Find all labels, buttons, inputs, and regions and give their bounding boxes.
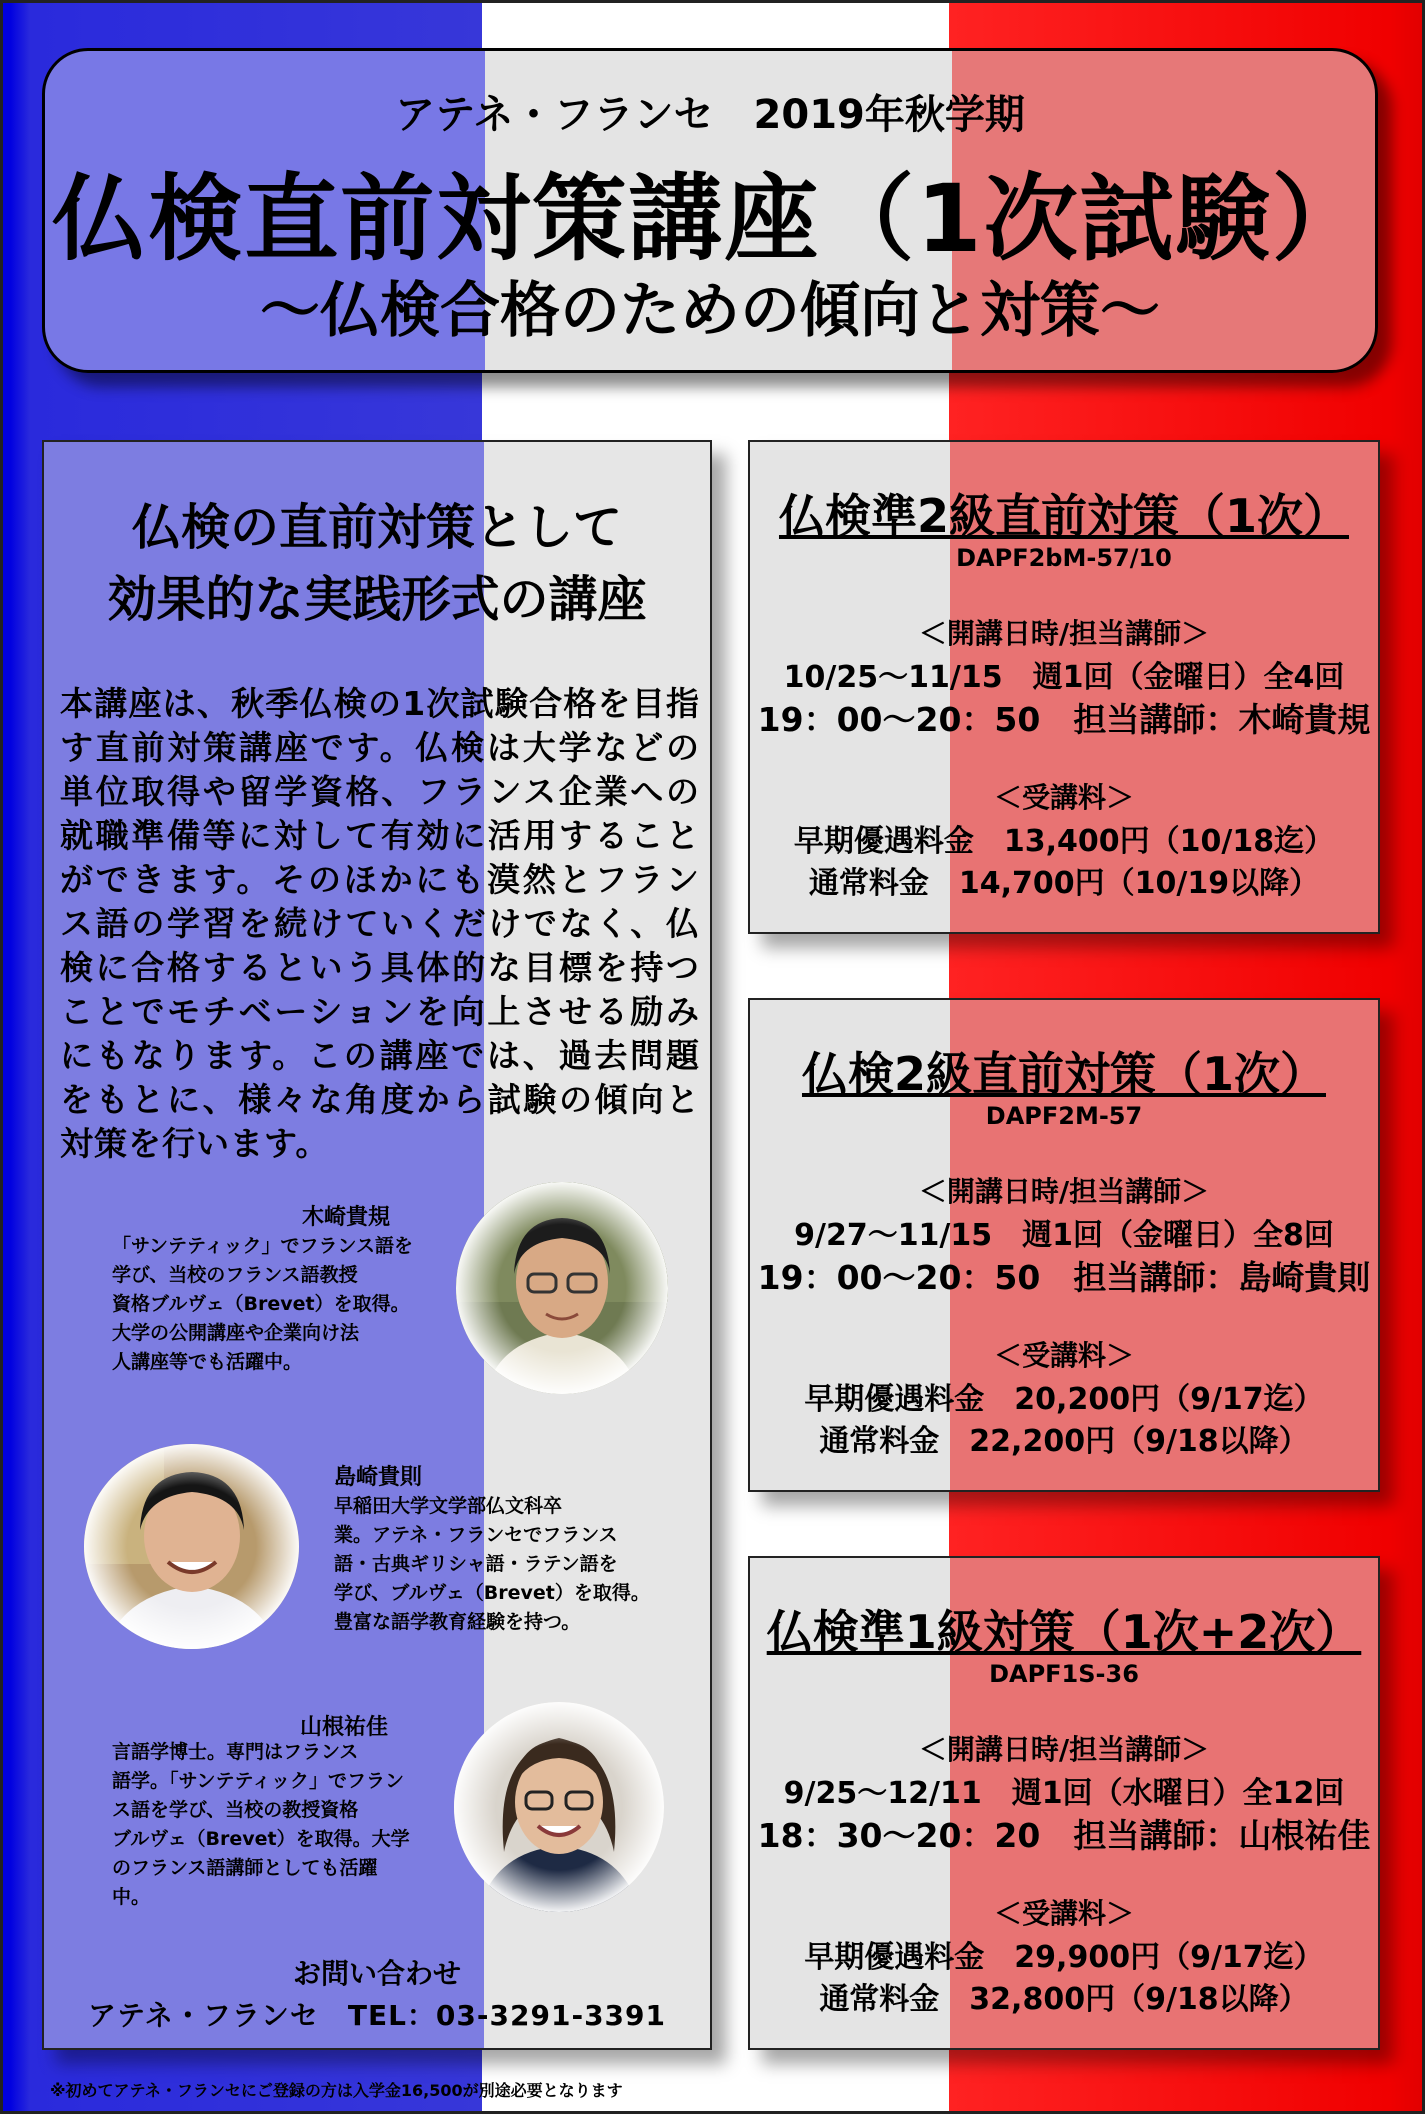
schedule-label: ＜開講日時/担当講師＞ [918, 1733, 1210, 1766]
fee-regular: 通常料金 14,700円（10/19以降） [808, 866, 1320, 901]
course-code: DAPF1S-36 [989, 1660, 1139, 1688]
bio-line: 学び、ブルヴェ（Brevet）を取得。 [334, 1582, 650, 1604]
schedule-dates: 10/25～11/15 週1回（金曜日）全4回 [783, 660, 1345, 695]
bio-line: 語・古典ギリシャ語・ラテン語を [334, 1553, 618, 1575]
instructor-photo-shimazaki [84, 1444, 299, 1649]
schedule-time-instructor: 19：00～20：50 担当講師：島崎貴則 [757, 1258, 1371, 1297]
bio-line: 語学。「サンテティック」でフラン [112, 1770, 405, 1792]
intro-heading [44, 492, 710, 636]
intro-heading-line1: 仏検の直前対策として [131, 499, 622, 556]
intro-panel [42, 440, 712, 2050]
instructor-bio-kizaki [112, 1232, 413, 1377]
fee-label: ＜受講料＞ [993, 1339, 1134, 1372]
fee-regular: 通常料金 22,200円（9/18以降） [819, 1424, 1309, 1459]
instructor-name-kizaki: 木崎貴規 [302, 1205, 391, 1230]
instructor-photo-yamane [454, 1702, 664, 1912]
schedule-label: ＜開講日時/担当講師＞ [918, 1175, 1210, 1208]
bio-line: 「サンテティック」でフランス語を [112, 1235, 413, 1257]
intro-body: 本講座は、秋季仏検の1次試験合格を目指す直前対策講座です。仏検は大学などの単位取得や留学資格、フランス企業への就職準備等に対して有効に活用することができます。そのほかにも漠然とフランス語の学習を続けていくだけでなく、仏検に合格するという具体的な目標を持つことでモチベーションを向上させる励みにもなります。この講座では、過去問題をもとに、様々な角度から試験の傾向と対策を行います。 [60, 684, 700, 1163]
fee-early: 早期優遇料金 13,400円（10/18迄） [793, 824, 1335, 859]
header-tagline: ～仏検合格のための傾向と対策～ [260, 276, 1160, 346]
course-code: DAPF2M-57 [985, 1102, 1143, 1130]
course-card-2 [748, 998, 1380, 1492]
schedule-time-instructor: 19：00～20：50 担当講師：木崎貴規 [757, 700, 1371, 739]
fee-label: ＜受講料＞ [993, 781, 1134, 814]
footnote: ※初めてアテネ・フランセにご登録の方は入学金16,500が別途必要となります [50, 2081, 623, 2100]
schedule-dates: 9/27～11/15 週1回（金曜日）全8回 [794, 1218, 1334, 1253]
portrait-image [84, 1444, 299, 1649]
course-title: 仏検準2級直前対策（1次） [778, 489, 1349, 543]
bio-line: 学び、当校のフランス語教授 [112, 1264, 358, 1286]
contact-title: お問い合わせ [292, 1957, 461, 1990]
bio-line: 人講座等でも活躍中。 [112, 1351, 303, 1373]
bio-line: 言語学博士。専門はフランス [112, 1741, 359, 1763]
bio-line: 中。 [112, 1886, 151, 1908]
fee-early: 早期優遇料金 29,900円（9/17迄） [804, 1940, 1324, 1975]
bio-line: 業。アテネ・フランセでフランス [334, 1524, 618, 1546]
header-subtitle: アテネ・フランセ 2019年秋学期 [395, 92, 1025, 138]
page-title: 仏検直前対策講座（1次試験） [52, 165, 1368, 274]
bio-line: 豊富な語学教育経験を持つ。 [334, 1611, 581, 1633]
contact-phone: アテネ・フランセ TEL：03-3291-3391 [87, 1999, 667, 2032]
instructor-name-yamane: 山根祐佳 [300, 1715, 389, 1740]
bio-line: ブルヴェ（Brevet）を取得。大学 [112, 1828, 410, 1850]
instructor-name-shimazaki: 島崎貴則 [334, 1465, 423, 1490]
intro-heading-line2: 効果的な実践形式の講座 [107, 571, 647, 628]
course-title: 仏検準1級対策（1次+2次） [766, 1605, 1362, 1659]
portrait-image [456, 1182, 668, 1394]
instructor-bio-shimazaki [334, 1492, 650, 1637]
header-banner [42, 48, 1378, 373]
bio-line: ス語を学び、当校の教授資格 [112, 1799, 359, 1821]
course-card-pre2 [748, 440, 1380, 934]
bio-line: のフランス語講師としても活躍 [112, 1857, 378, 1879]
instructor-photo-kizaki [456, 1182, 668, 1394]
schedule-label: ＜開講日時/担当講師＞ [918, 617, 1210, 650]
course-code: DAPF2bM-57/10 [956, 544, 1172, 572]
fee-early: 早期優遇料金 20,200円（9/17迄） [804, 1382, 1324, 1417]
bio-line: 早稲田大学文学部仏文科卒 [334, 1495, 563, 1517]
instructor-bio-yamane [112, 1738, 410, 1912]
bio-line: 資格ブルヴェ（Brevet）を取得。 [112, 1293, 410, 1315]
course-title: 仏検2級直前対策（1次） [801, 1047, 1326, 1101]
schedule-dates: 9/25～12/11 週1回（水曜日）全12回 [783, 1776, 1345, 1811]
schedule-time-instructor: 18：30～20：20 担当講師：山根祐佳 [757, 1816, 1371, 1855]
course-card-pre1 [748, 1556, 1380, 2050]
bio-line: 大学の公開講座や企業向け法 [112, 1322, 360, 1344]
portrait-image [454, 1702, 664, 1912]
fee-regular: 通常料金 32,800円（9/18以降） [819, 1982, 1309, 2017]
fee-label: ＜受講料＞ [993, 1897, 1134, 1930]
